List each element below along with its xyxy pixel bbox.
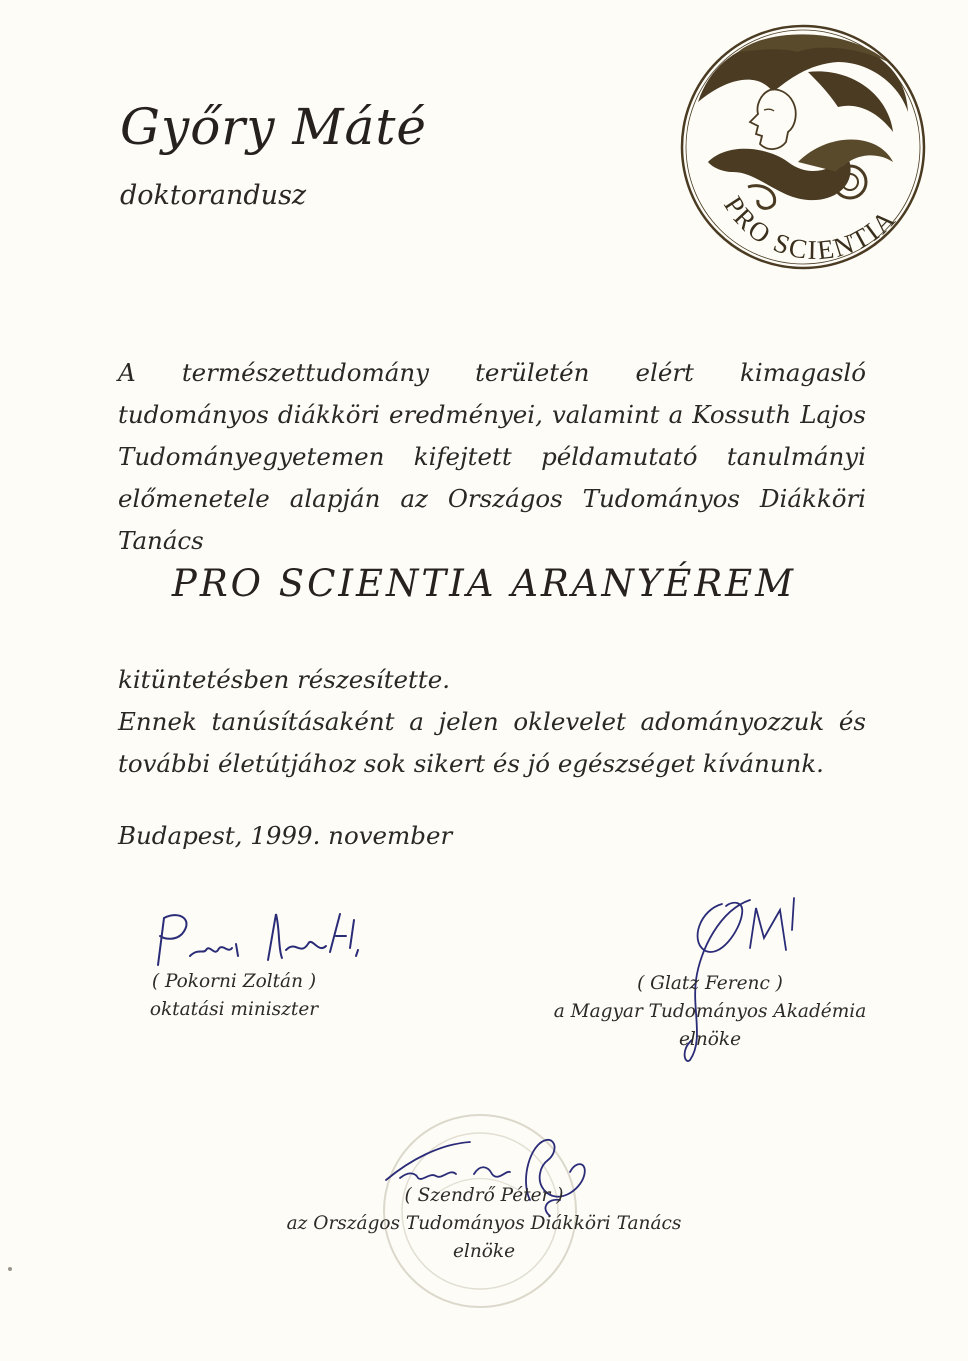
paper-speck: [8, 1267, 12, 1271]
signatory-bottom: [250, 1182, 718, 1266]
signatory-right-role-line2: elnöke: [678, 1029, 742, 1050]
pro-scientia-seal-logo: [678, 22, 928, 272]
place-date: Budapest, 1999. november: [118, 821, 453, 850]
recipient-title: doktorandusz: [120, 180, 307, 211]
award-title: PRO SCIENTIA ARANYÉREM: [171, 562, 797, 605]
conferral-block: [118, 659, 866, 785]
recipient-name: Győry Máté: [120, 98, 428, 156]
dedication-paragraph: Ennek tanúsításaként a jelen oklevelet adományozzuk és további életútjához sok sikert és jó egészséget kívánunk.: [118, 707, 866, 778]
signatory-left-name: ( Pokorni Zoltán ): [151, 971, 317, 992]
seal-text: PRO SCIENTIA: [718, 191, 902, 266]
signatory-left: [118, 968, 350, 1024]
signatory-right-name: ( Glatz Ferenc ): [637, 973, 783, 994]
citation-paragraph: A természettudomány területén elért kimagasló tudományos diákköri eredményei, valamint a Kossuth Lajos Tudományegyetemen kifejtett példamutató tanulmányi előmenetele alapján az Országos Tudományos Diákköri Tanács: [118, 358, 866, 555]
signatory-bottom-name: ( Szendrő Péter ): [404, 1185, 564, 1206]
signatory-bottom-role: az Országos Tudományos Diákköri Tanács: [286, 1213, 682, 1234]
signatory-right: [540, 970, 880, 1054]
signatory-right-role: a Magyar Tudományos Akadémia: [553, 1001, 867, 1022]
conferral-line: kitüntetésben részesítette.: [118, 665, 451, 694]
signatory-bottom-role-line2: elnöke: [452, 1241, 516, 1262]
signatory-left-role: oktatási miniszter: [149, 999, 319, 1020]
